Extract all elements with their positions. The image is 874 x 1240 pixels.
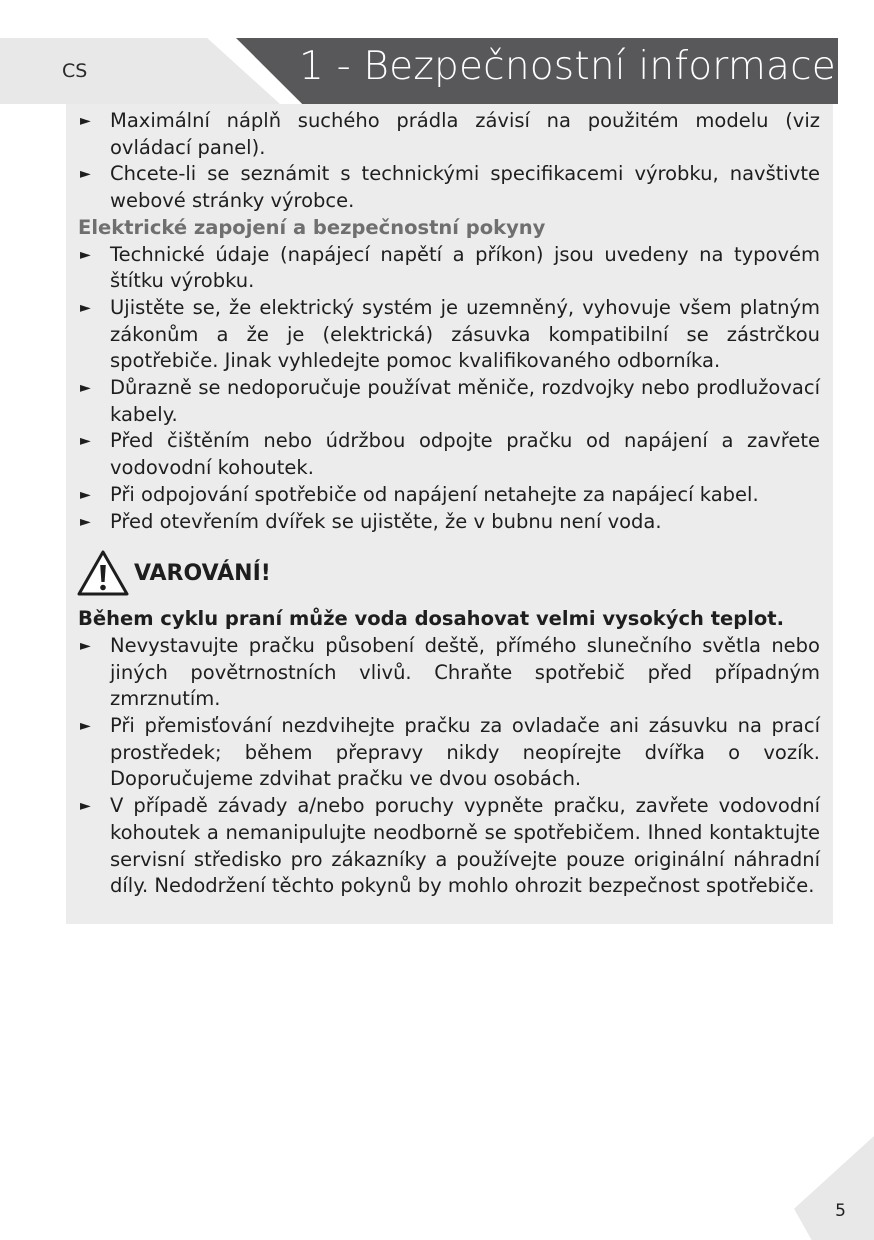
section-heading-electrical: Elektrické zapojení a bezpečnostní pokyny <box>78 215 546 239</box>
list-item: ► Chcete-li se seznámit s technickými specifikacemi výrobku, navštivte webové stránky výrobce. <box>78 161 820 214</box>
warning-header <box>78 547 820 599</box>
list-item: ► Před čištěním nebo údržbou odpojte pračku od napájení a zavřete vodovodní kohoutek. <box>78 428 820 481</box>
list-item: ► Ujistěte se, že elektrický systém je uzemněný, vyhovuje všem platným zákonům a že je (elektrická) zásuvka kompatibilní se zástrčkou spotřebiče. Jinak vyhledejte pomoc kvalifikovaného odborníka. <box>78 295 820 375</box>
warning-subtitle: Během cyklu praní může voda dosahovat velmi vysokých teplot. <box>78 607 785 631</box>
content-panel <box>66 104 833 924</box>
list-item: ► Při odpojování spotřebiče od napájení netahejte za napájecí kabel. <box>78 482 820 509</box>
bullet-list-warning <box>78 633 820 900</box>
list-item: ► Nevystavujte pračku působení deště, přímého slunečního světla nebo jiných povětrnostních vlivů. Chraňte spotřebič před případným zmrznutím. <box>78 633 820 713</box>
warning-title: VAROVÁNÍ! <box>134 560 271 586</box>
section-title: 1 - Bezpečnostní informace <box>298 44 836 89</box>
bullet-list-electrical <box>78 242 820 536</box>
page-corner <box>794 1136 874 1240</box>
list-item: ► Před otevřením dvířek se ujistěte, že v bubnu není voda. <box>78 509 820 536</box>
list-item: ► Při přemisťování nezdvihejte pračku za ovladače ani zásuvku na prací prostředek; během přepravy nikdy neopírejte dvířka o vozík. Doporučujeme zdvihat pračku ve dvou osobách. <box>78 713 820 793</box>
language-code: CS <box>62 60 88 82</box>
list-item: ► Maximální náplň suchého prádla závisí na použitém modelu (viz ovládací panel). <box>78 108 820 161</box>
page-number: 5 <box>835 1201 846 1221</box>
list-item: ► V případě závady a/nebo poruchy vypněte pračku, zavřete vodovodní kohoutek a nemanipulujte neodborně se spotřebičem. Ihned kontaktujte servisní středisko pro zákazníky a používejte pouze originální náhradní díly. Nedodržení těchto pokynů by mohlo ohrozit bezpečnost spotřebiče. <box>78 793 820 900</box>
warning-triangle-icon <box>76 549 130 597</box>
language-tab <box>0 38 280 104</box>
content-inner <box>78 108 820 900</box>
list-item: ► Technické údaje (napájecí napětí a příkon) jsou uvedeny na typovém štítku výrobku. <box>78 242 820 295</box>
list-item: ► Důrazně se nedoporučuje používat měniče, rozdvojky nebo prodlužovací kabely. <box>78 375 820 428</box>
bullet-list-general <box>78 108 820 215</box>
